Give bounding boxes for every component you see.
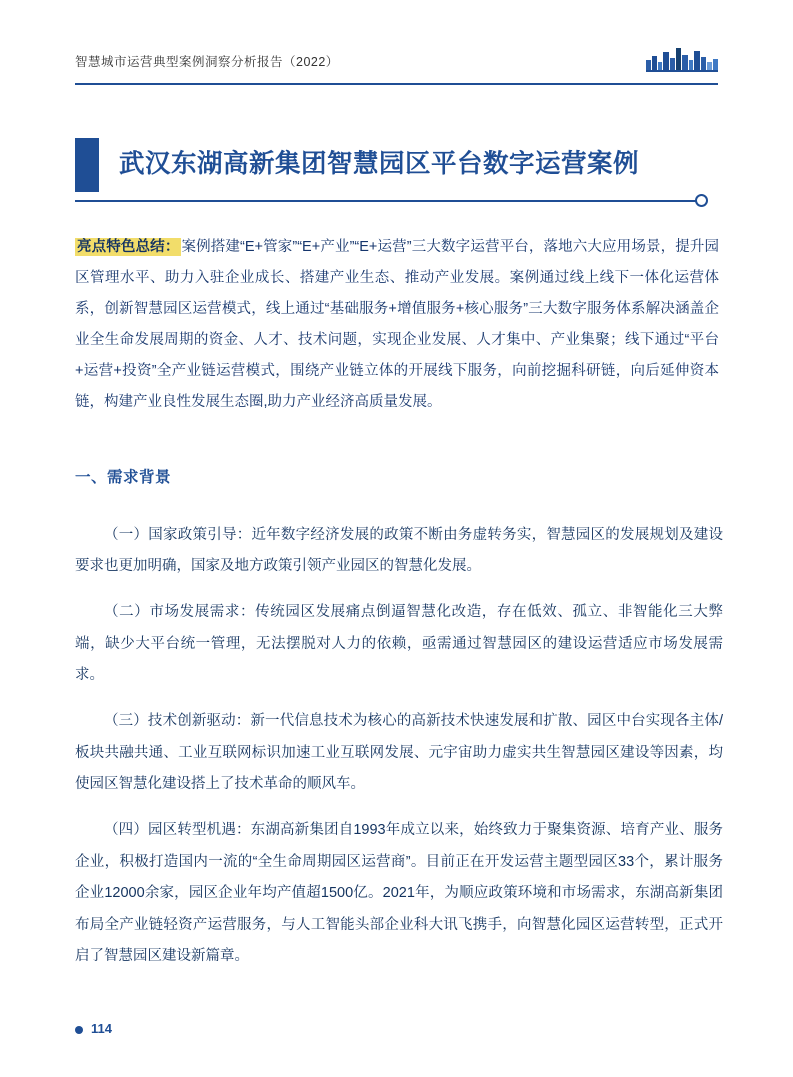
page-number: 114 bbox=[91, 1021, 112, 1036]
paragraph: （三）技术创新驱动：新一代信息技术为核心的高新技术快速发展和扩散、园区中台实现各主体/板块共融共通、工业互联网标识加速工业互联网发展、元宇宙助力虚实共生智慧园区建设等因素，均使园区智慧化建设搭上了技术革命的顺风车。 bbox=[75, 713, 723, 792]
title-accent-bar bbox=[75, 138, 99, 192]
highlight-body: 案例搭建“E+管家”“E+产业”“E+运营”三大数字运营平台，落地六大应用场景，提升园区管理水平、助力入驻企业成长、搭建产业生态、推动产业发展。案例通过线上线下一体化运营体系，创新智慧园区运营模式，线上通过“基础服务+增值服务+核心服务”三大数字服务体系解决涵盖企业全生命发展周期的资金、人才、技术问题，实现企业发展、人才集中、产业集聚；线下通过“平台+运营+投资”全产业链运营模式，围绕产业链立体的开展线下服务，向前挖掘科研链，向后延伸资本链，构建产业良性发展生态圈,助力产业经济高质量发展。 bbox=[75, 239, 720, 410]
highlight-tag: 亮点特色总结： bbox=[77, 239, 180, 255]
title-end-dot-icon bbox=[695, 194, 708, 207]
page-header bbox=[75, 46, 718, 86]
paragraph: （一）国家政策引导：近年数字经济发展的政策不断由务虚转务实，智慧园区的发展规划及建设要求也更加明确，国家及地方政策引领产业园区的智慧化发展。 bbox=[75, 526, 723, 574]
paragraph: （四）园区转型机遇：东湖高新集团自1993年成立以来，始终致力于聚集资源、培育产业、服务企业，积极打造国内一流的“全生命周期园区运营商”。目前正在开发运营主题型园区33个，累计服务企业12000余家，园区企业年均产值超1500亿。2021年，为顺应政策环境和市场需求，东湖高新集团布局全产业链轻资产运营服务，与人工智能头部企业科大讯飞携手，向智慧化园区运营转型，正式开启了智慧园区建设新篇章。 bbox=[75, 822, 723, 964]
city-skyline-logo bbox=[646, 46, 718, 72]
body-content bbox=[75, 505, 723, 987]
section-heading: 一、需求背景 bbox=[75, 469, 172, 486]
title-underline bbox=[75, 200, 701, 202]
page-footer bbox=[75, 1021, 275, 1041]
footer-dot-icon bbox=[75, 1026, 83, 1034]
highlight-summary bbox=[75, 232, 719, 418]
title-block bbox=[75, 136, 733, 216]
paragraph: （二）市场发展需求：传统园区发展痛点倒逼智慧化改造，存在低效、孤立、非智能化三大弊端，缺少大平台统一管理，无法摆脱对人力的依赖，亟需通过智慧园区的建设运营适应市场发展需求。 bbox=[75, 604, 723, 683]
page-title: 武汉东湖高新集团智慧园区平台数字运营案例 bbox=[119, 150, 640, 178]
header-divider bbox=[75, 83, 718, 85]
running-title: 智慧城市运营典型案例洞察分析报告（2022） bbox=[75, 55, 339, 69]
